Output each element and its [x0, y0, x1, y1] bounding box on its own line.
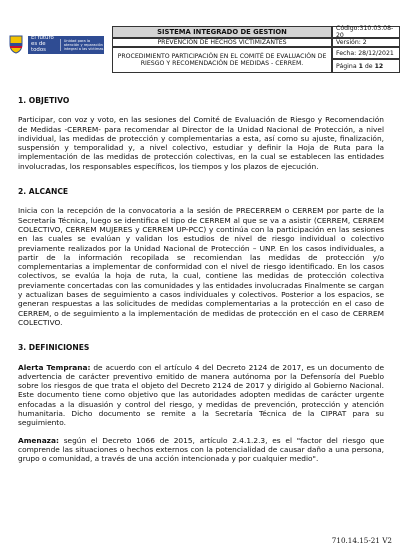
document-date: Fecha: 28/12/2021: [332, 47, 400, 59]
procedure-title: PROCEDIMIENTO PARTICIPACIÓN EN EL COMITÉ DE EVALUACIÓN DE RIESGO Y RECOMENDACIÓN DE MEDIDAS - CERREM.: [112, 47, 332, 73]
process-subtitle: PREVENCIÓN DE HECHOS VICTIMIZANTES: [112, 38, 332, 47]
document-body: [18, 96, 384, 480]
section-alcance: [18, 187, 384, 327]
definition-text: según el Decreto 1066 de 2015, artículo 2.4.1.2.3, es el "factor del riesgo que comprende las situaciones o hechos externos con la potencialidad de causar daño a una persona, grupo o comunidad, a través de una acción intencionada y por cualquier medio".: [18, 435, 384, 464]
section-title: 1. OBJETIVO: [18, 96, 70, 105]
colombia-shield-icon: [8, 34, 24, 54]
definition-amenaza: [18, 436, 384, 464]
document-code: Código:310.03.08-20: [332, 26, 400, 38]
logo: [4, 30, 104, 58]
section-title: 3. DEFINICIONES: [18, 343, 90, 353]
section-paragraph: Participar, con voz y voto, en las sesiones del Comité de Evaluación de Riesgo y Recomendación de Medidas -CERREM- para recomendar al Director de la Unidad Nacional de Protección, a nivel individual, las medidas de protección y complementarias a esta, así como su ajuste, finalización, suspensión y temporalidad y, a nivel colectivo, estudiar y definir la Hoja de Ruta para la implementación de las medidas de protección colectivas, en la cual se establecen las entidades involucradas, los responsables específicos, los tiempos y los plazos de ejecución.: [18, 115, 384, 171]
logo-text-primary: El futuro es de todos: [31, 35, 54, 53]
definition-term: Alerta Temprana:: [18, 362, 91, 372]
footer-code: 710.14.15-21 V2: [331, 536, 392, 545]
document-header: [0, 0, 400, 82]
definition-alerta-temprana: [18, 363, 384, 428]
document-version: Versión: 2: [332, 38, 400, 47]
logo-banner: [28, 36, 104, 54]
definition-term: Amenaza:: [18, 435, 59, 445]
system-title: SISTEMA INTEGRADO DE GESTION: [112, 26, 332, 38]
section-title: 2. ALCANCE: [18, 187, 69, 197]
section-definiciones: [18, 343, 384, 463]
definition-text: de acuerdo con el artículo 4 del Decreto 2124 de 2017, es un documento de advertencia de carácter preventivo emitido de manera autónoma por la Defensoría del Pueblo sobre los riesgos de que trata el objeto del Decreto 2124 de 2017 y dirigido al Gobierno Nacional. Este documento tiene como objetivo que las autoridades adopten medidas de carácter urgente enfocadas a la disuasión y control del riesgo, y medidas de prevención, protección y atención humanitaria. Dicho documento se remite a la Secretaría Técnica de la CIPRAT para su seguimiento.: [18, 362, 384, 428]
section-paragraph: Inicia con la recepción de la convocatoria a la sesión de PRECERREM o CERREM por parte de la Secretaría Técnica, luego se identifica el tipo de CERREM al que se va a asistir (CERREM, CERREM COLECTIVO, CERREM MUJERES y CERREM UP-PCC) y continúa con la participación en las sesiones en las cuales se evalúan y validan los estudios de nivel de riesgo individual o colectivo previamente realizados por la Unidad Nacional de Protección – UNP. En los casos individuales, a partir de la información recopilada se recomiendan las medidas de protección y/o complementarias a implementar de conformidad con el nivel de riesgo identificado. En los casos colectivos, se evalúa la hoja de ruta, la cual, contiene las medidas de protección colectiva previamente concertadas con las comunidades y las entidades involucradas Finalmente se cargan y actualizan bases de seguimiento a casos individuales y colectivos. Posterior a los espacios, se generan respuestas a las solicitudes de medidas complementarias a la protección en el caso de CERREM, o de seguimiento a la implementación de medidas de protección en el caso de CERREM COLECTIVO.: [18, 206, 384, 327]
section-objetivo: [18, 96, 384, 171]
page-number: Página 1 de 12: [332, 59, 400, 73]
logo-text-secondary: Unidad para la atención y reparación integral a las víctimas: [60, 39, 104, 52]
